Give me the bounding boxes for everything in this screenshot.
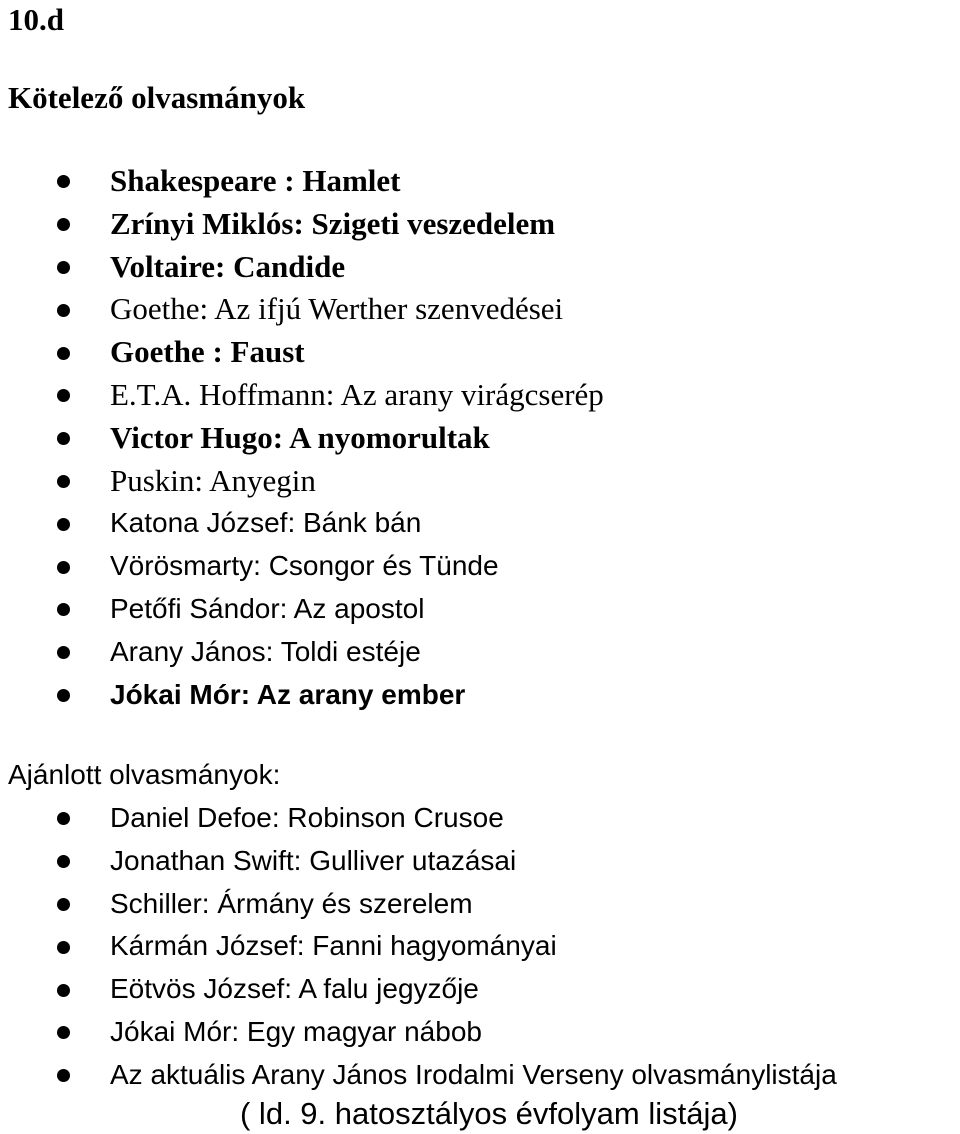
list-item-text: Jókai Mór: Egy magyar nábob <box>110 1015 482 1047</box>
bullet-icon <box>57 347 70 360</box>
list-note: ( ld. 9. hatosztályos évfolyam listája) <box>240 1096 738 1131</box>
bullet-icon <box>57 603 70 616</box>
bullet-icon <box>57 1069 70 1082</box>
bullet-icon <box>57 812 70 825</box>
list-item-text: Zrínyi Miklós: Szigeti veszedelem <box>110 205 556 241</box>
bullet-icon <box>57 261 70 274</box>
bullet-icon <box>57 304 70 317</box>
list-item-text: Victor Hugo: A nyomorultak <box>110 419 490 455</box>
class-label: 10.d <box>8 2 64 37</box>
list-item-text: Vörösmarty: Csongor és Tünde <box>110 550 499 582</box>
bullet-icon <box>57 689 70 702</box>
list-item-text: Shakespeare : Hamlet <box>110 163 401 198</box>
list-item-text: Puskin: Anyegin <box>110 462 316 498</box>
required-readings-heading: Kötelező olvasmányok <box>8 80 306 115</box>
bullet-icon <box>57 518 70 531</box>
list-item-text: Goethe : Faust <box>110 334 305 370</box>
list-item-text: Az aktuális Arany János Irodalmi Verseny olvasmánylistája <box>110 1058 837 1090</box>
list-item-text: Katona József: Bánk bán <box>110 507 422 539</box>
bullet-icon <box>57 561 70 574</box>
bullet-icon <box>57 941 70 954</box>
bullet-icon <box>57 389 70 402</box>
bullet-icon <box>57 855 70 868</box>
list-item-text: Voltaire: Candide <box>110 248 346 284</box>
bullet-icon <box>57 218 70 231</box>
list-item-text: Goethe: Az ifjú Werther szenvedései <box>110 291 564 327</box>
bullet-icon <box>57 175 70 188</box>
bullet-icon <box>57 984 70 997</box>
list-item-text: Eötvös József: A falu jegyzője <box>110 973 479 1005</box>
list-item-text: Jókai Mór: Az arany ember <box>110 678 466 710</box>
list-item-text: Schiller: Ármány és szerelem <box>110 887 473 919</box>
bullet-icon <box>57 475 70 488</box>
recommended-readings-heading: Ajánlott olvasmányok: <box>8 759 281 790</box>
list-item-text: Arany János: Toldi estéje <box>110 635 421 667</box>
list-item-text: E.T.A. Hoffmann: Az arany virágcserép <box>110 376 604 412</box>
bullet-icon <box>57 1026 70 1039</box>
list-item-text: Kármán József: Fanni hagyományai <box>110 930 557 962</box>
bullet-icon <box>57 432 70 445</box>
bullet-icon <box>57 646 70 659</box>
bullet-icon <box>57 898 70 911</box>
list-item-text: Jonathan Swift: Gulliver utazásai <box>110 844 517 876</box>
list-item-text: Petőfi Sándor: Az apostol <box>110 592 425 624</box>
list-item-text: Daniel Defoe: Robinson Crusoe <box>110 802 504 833</box>
